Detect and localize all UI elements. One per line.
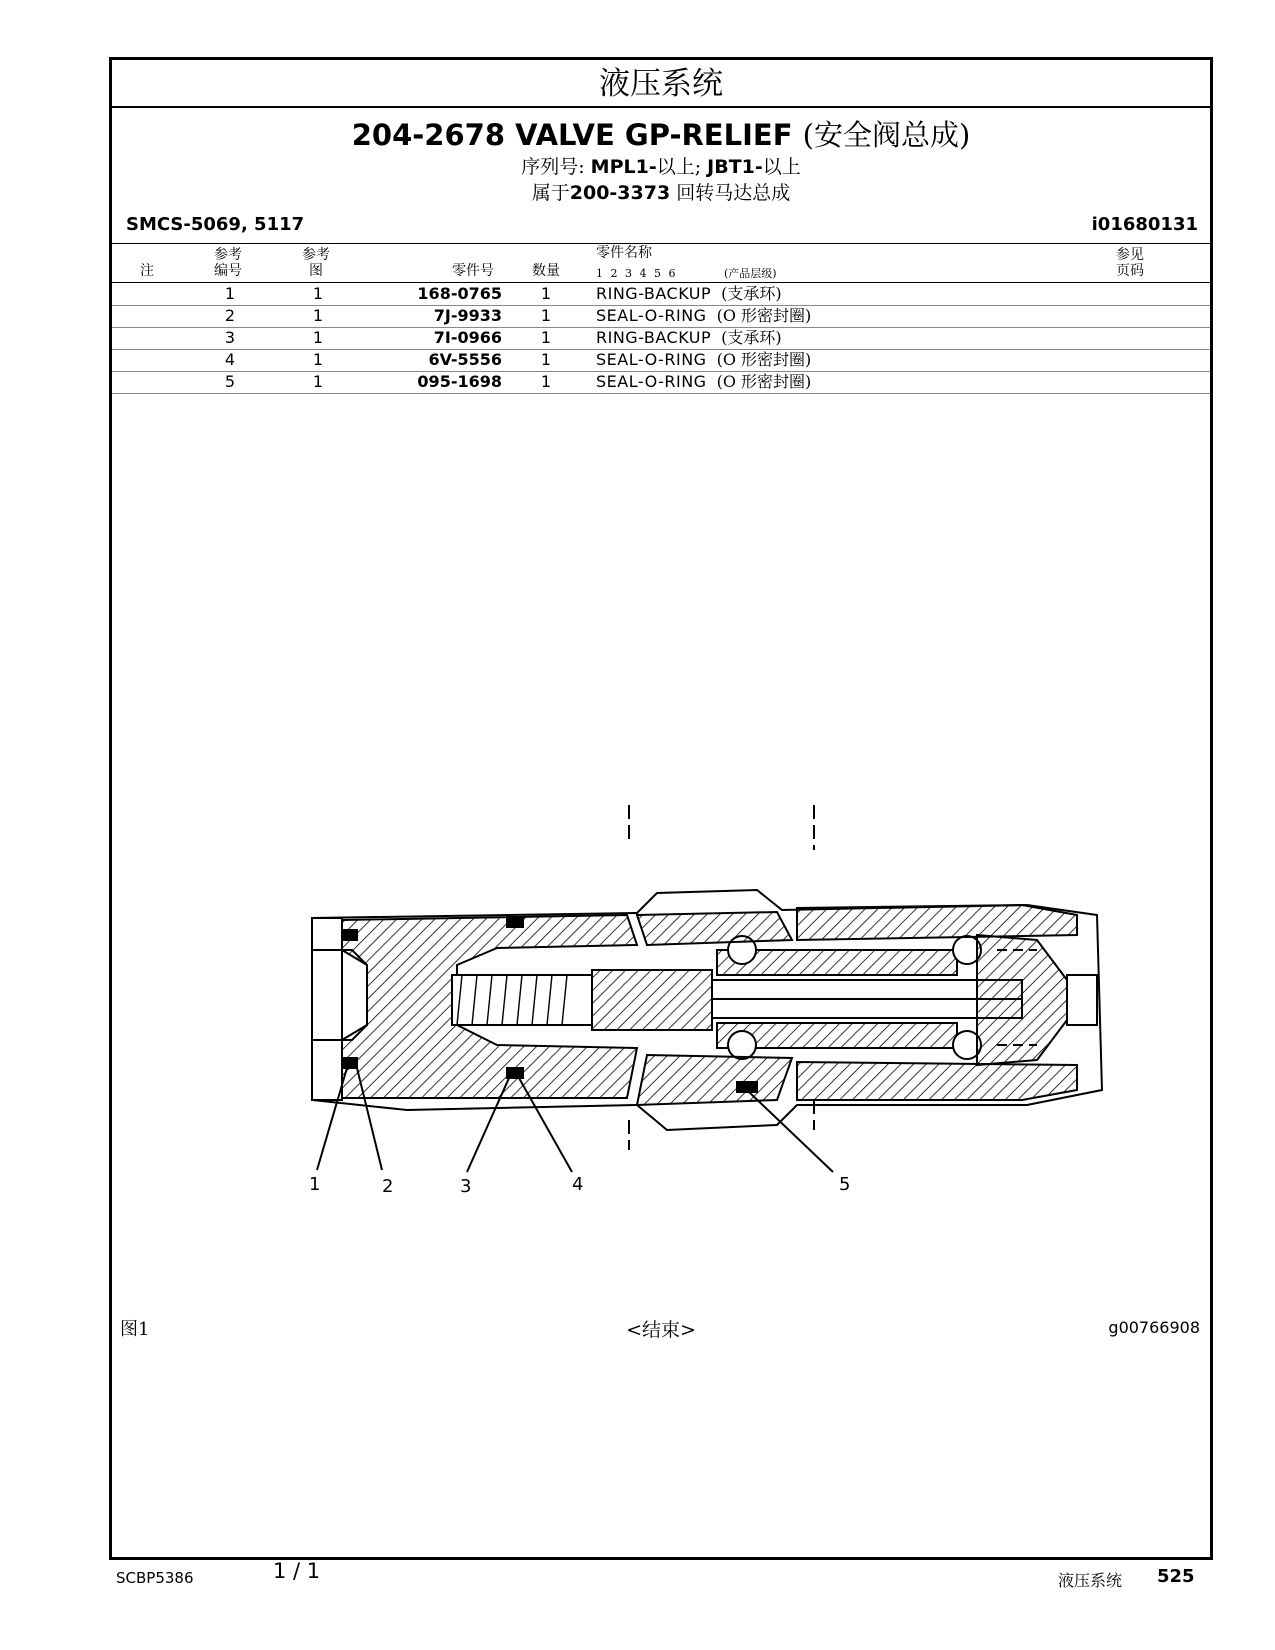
row-ref: 4 [224, 350, 236, 369]
parent-assembly-line [112, 181, 1210, 205]
header-ref-fig-1: 参考 [302, 247, 330, 263]
row-ref: 1 [224, 284, 236, 303]
header-ref-no-2: 编号 [214, 263, 242, 279]
row-part-no: 7J-9933 [433, 306, 502, 325]
row-part-no: 6V-5556 [428, 350, 502, 369]
parent-name: 回转马达总成 [676, 182, 791, 204]
row-fig: 1 [312, 306, 324, 325]
row-name-en: SEAL-O-RING [596, 306, 707, 325]
assembly-part-number: 204-2678 [351, 118, 506, 152]
header-part-name: 零件名称 [596, 245, 652, 261]
footer-section: 液压系统 [1058, 1571, 1123, 1590]
header-see-page-2: 页码 [1116, 263, 1144, 279]
table-row [112, 349, 1210, 372]
row-ref: 3 [224, 328, 236, 347]
parent-number: 200-3373 [569, 182, 671, 204]
page-frame [109, 57, 1213, 1560]
footer-page-number: 525 [1157, 1566, 1195, 1587]
serial-suffix-1: 以上; [656, 156, 702, 178]
row-name-cn: (O 形密封圈) [716, 306, 812, 325]
serial-label: 序列号: [521, 156, 585, 178]
row-part-name [596, 372, 811, 392]
callout-2: 2 [382, 1176, 394, 1197]
row-fig: 1 [312, 328, 324, 347]
callout-1: 1 [309, 1174, 321, 1195]
row-part-no: 7I-0966 [433, 328, 502, 347]
header-note: 注 [140, 263, 154, 279]
row-ref: 2 [224, 306, 236, 325]
row-part-name [596, 284, 782, 304]
header-levels-note: (产品层级) [724, 267, 777, 280]
header-ref-no-1: 参考 [214, 247, 242, 263]
row-fig: 1 [312, 284, 324, 303]
row-name-cn: (支承环) [721, 328, 782, 347]
row-ref: 5 [224, 372, 236, 391]
table-row [112, 283, 1210, 306]
parent-prefix: 属于 [531, 182, 570, 204]
valve-cross-section-drawing [197, 800, 1157, 1200]
row-name-cn: (O 形密封圈) [716, 372, 812, 391]
assembly-title [112, 117, 1210, 153]
table-top-rule [112, 243, 1210, 244]
header-levels: 1 2 3 4 5 6 [596, 267, 678, 280]
figure-label: 图1 [120, 1319, 150, 1340]
row-name-en: SEAL-O-RING [596, 350, 707, 369]
row-name-en: RING-BACKUP [596, 284, 712, 303]
row-qty: 1 [540, 284, 552, 303]
row-qty: 1 [540, 372, 552, 391]
assembly-part-name-cn: (安全阀总成) [802, 118, 971, 152]
row-part-name [596, 328, 782, 348]
serial-suffix-2: 以上 [762, 156, 801, 178]
callout-5: 5 [839, 1174, 851, 1195]
row-fig: 1 [312, 372, 324, 391]
assembly-part-name: VALVE GP-RELIEF [515, 118, 793, 152]
row-name-cn: (O 形密封圈) [716, 350, 812, 369]
footer-page-fraction: 1 / 1 [273, 1559, 321, 1583]
row-part-no: 095-1698 [417, 372, 502, 391]
header-part-no: 零件号 [452, 263, 494, 279]
smcs-code: SMCS-5069, 5117 [126, 214, 305, 235]
section-title: 液压系统 [112, 60, 1210, 108]
serial-value-2: JBT1- [707, 156, 763, 178]
row-qty: 1 [540, 350, 552, 369]
end-mark: <结束> [626, 1319, 696, 1341]
row-name-cn: (支承环) [721, 284, 782, 303]
table-row [112, 371, 1210, 394]
serial-number-line [112, 155, 1210, 179]
row-name-en: RING-BACKUP [596, 328, 712, 347]
callout-3: 3 [460, 1176, 472, 1197]
illustration-id: i01680131 [1091, 214, 1198, 235]
row-part-no: 168-0765 [417, 284, 502, 303]
header-qty: 数量 [532, 263, 560, 279]
row-part-name [596, 306, 811, 326]
footer-doc-id: SCBP5386 [116, 1569, 194, 1587]
table-row [112, 305, 1210, 328]
row-fig: 1 [312, 350, 324, 369]
table-row [112, 327, 1210, 350]
row-qty: 1 [540, 306, 552, 325]
callout-4: 4 [572, 1174, 584, 1195]
header-ref-fig-2: 图 [309, 263, 323, 279]
row-qty: 1 [540, 328, 552, 347]
header-see-page-1: 参见 [1116, 247, 1144, 263]
row-name-en: SEAL-O-RING [596, 372, 707, 391]
serial-value-1: MPL1- [590, 156, 657, 178]
graphic-id: g00766908 [1108, 1318, 1200, 1337]
row-part-name [596, 350, 811, 370]
